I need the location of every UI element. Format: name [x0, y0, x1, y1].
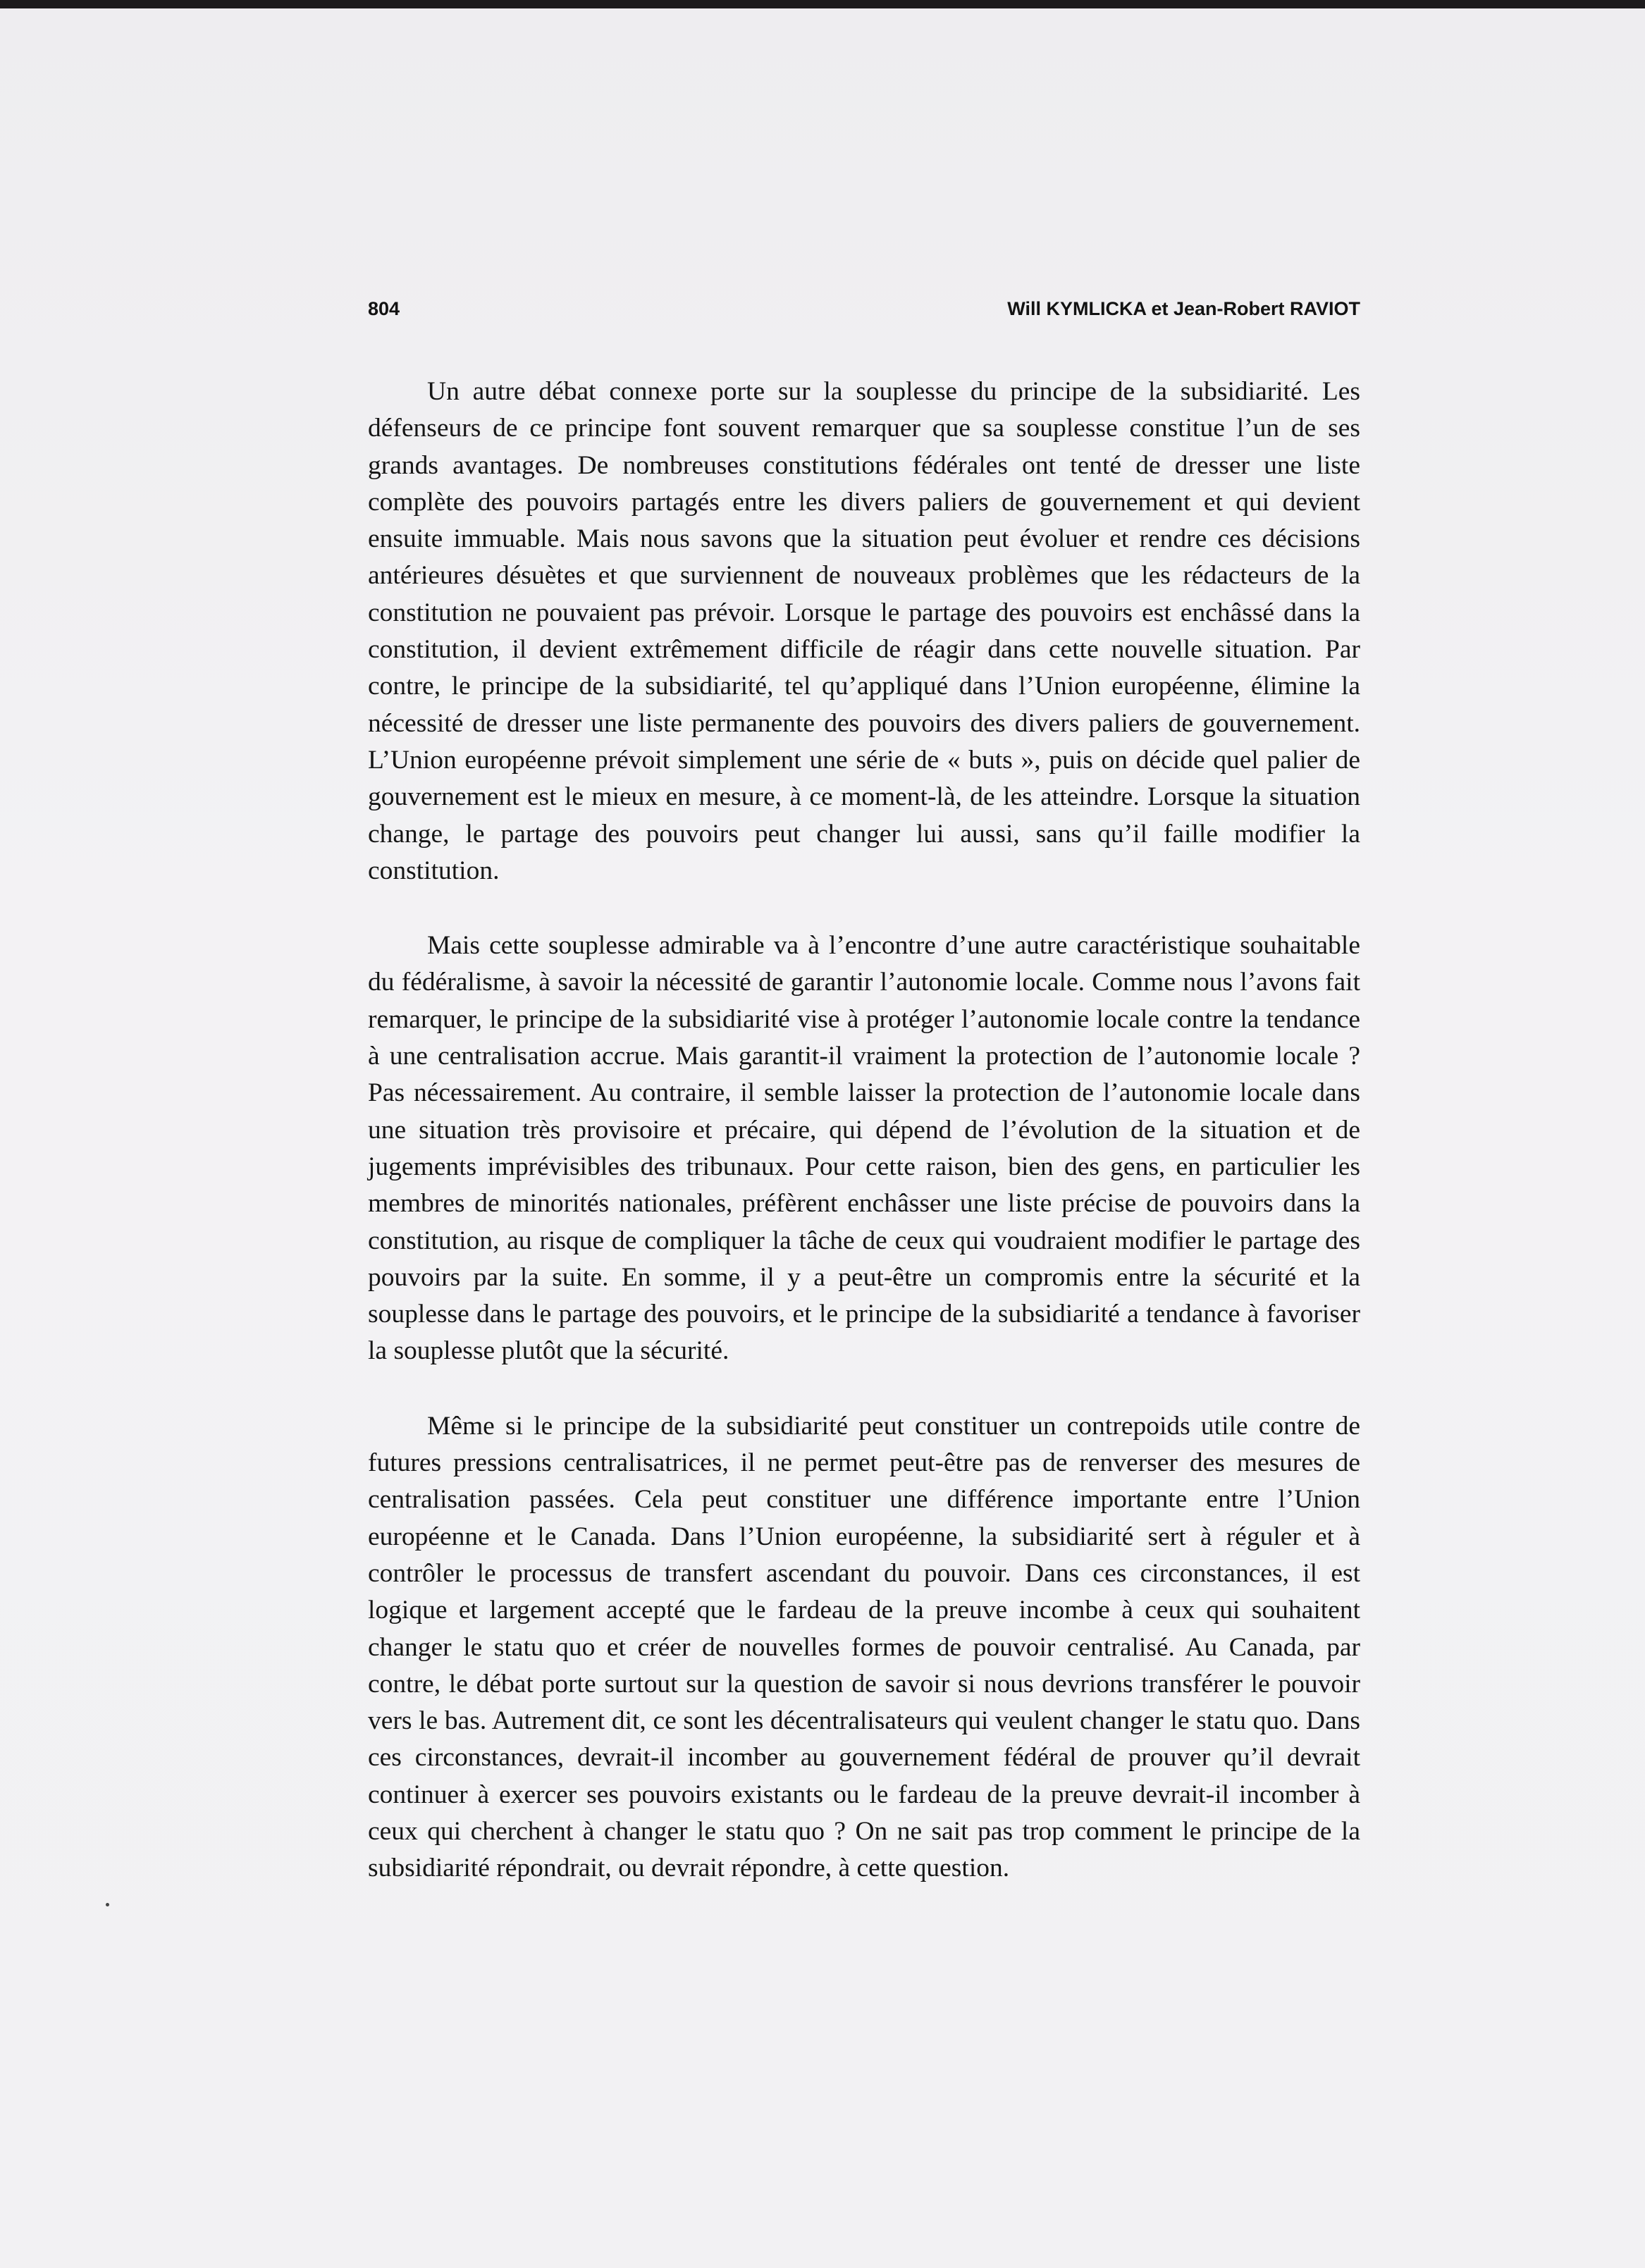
paragraph-local-autonomy: Mais cette souplesse admirable va à l’encontre d’une autre caractéristique souhaitable du fédéralisme, à savoir la nécessité de garantir l’autonomie locale. Comme nous l’avons fait remarquer, le principe de la subsidiarité vise à protéger l’autonomie locale contre la tendance à une centralisation accrue. Mais garantit-il vraiment la protection de l’autonomie locale ? Pas nécessairement. Au contraire, il semble laisser la protection de l’autonomie locale dans une situation très provisoire et précaire, qui dépend de l’évolution de la situation et de jugements imprévisibles des tribunaux. Pour cette raison, bien des gens, en particulier les membres de minorités nationales, préfèrent enchâsser une liste précise de pouvoirs dans la constitution, au risque de compliquer la tâche de ceux qui voudraient modifier le partage des pouvoirs par la suite. En somme, il y a peut-être un compromis entre la sécurité et la souplesse dans le partage des pouvoirs, et le principe de la subsidiarité a tendance à favoriser la souplesse plutôt que la sécurité.	[368, 931, 1360, 1366]
running-head	[368, 298, 1360, 326]
page-number: 804	[368, 298, 400, 319]
paragraph-burden-of-proof: Même si le principe de la subsidiarité peut constituer un contrepoids utile contre de futures pressions centralisatrices, il ne permet peut-être pas de renverser des mesures de centralisation passées. Cela peut constituer une différence importante entre l’Union européenne et le Canada. Dans l’Union européenne, la subsidiarité sert à réguler et à contrôler le processus de transfert ascendant du pouvoir. Dans ces circonstances, il est logique et largement accepté que le fardeau de la preuve incombe à ceux qui souhaitent changer le statu quo et créer de nouvelles formes de pouvoir centralisé. Au Canada, par contre, le débat porte surtout sur la question de savoir si nous devrions transférer le pouvoir vers le bas. Autrement dit, ce sont les décentralisateurs qui veulent changer le statu quo. Dans ces circonstances, devrait-il incomber au gouvernement fédéral de prouver qu’il devrait continuer à exercer ses pouvoirs existants ou le fardeau de la preuve devrait-il incomber à ceux qui cherchent à changer le statu quo ? On ne sait pas trop comment le principe de la subsidiarité répondrait, ou devrait répondre, à cette question.	[368, 1411, 1360, 1883]
running-head-authors: Will KYMLICKA et Jean-Robert RAVIOT	[1007, 298, 1360, 319]
scan-speck	[106, 1903, 109, 1906]
body-text	[368, 374, 1360, 1887]
paragraph-flexibility: Un autre débat connexe porte sur la souplesse du principe de la subsidiarité. Les défenseurs de ce principe font souvent remarquer que sa souplesse constitue l’un de ses grands avantages. De nombreuses constitutions fédérales ont tenté de dresser une liste complète des pouvoirs partagés entre les divers paliers de gouvernement et qui devient ensuite immuable. Mais nous savons que la situation peut évoluer et rendre ces décisions antérieures désuètes et que surviennent de nouveaux problèmes que les rédacteurs de la constitution ne pouvaient pas prévoir. Lorsque le partage des pouvoirs est enchâssé dans la constitution, il devient extrêmement difficile de réagir dans cette nouvelle situation. Par contre, le principe de la subsidiarité, tel qu’appliqué dans l’Union européenne, élimine la nécessité de dresser une liste permanente des pouvoirs des divers paliers de gouvernement. L’Union européenne prévoit simplement une série de « buts », puis on décide quel palier de gouvernement est le mieux en mesure, à ce moment-là, de les atteindre. Lorsque la situation change, le partage des pouvoirs peut changer lui aussi, sans qu’il faille modifier la constitution.	[368, 377, 1360, 885]
scan-border	[0, 0, 1645, 8]
